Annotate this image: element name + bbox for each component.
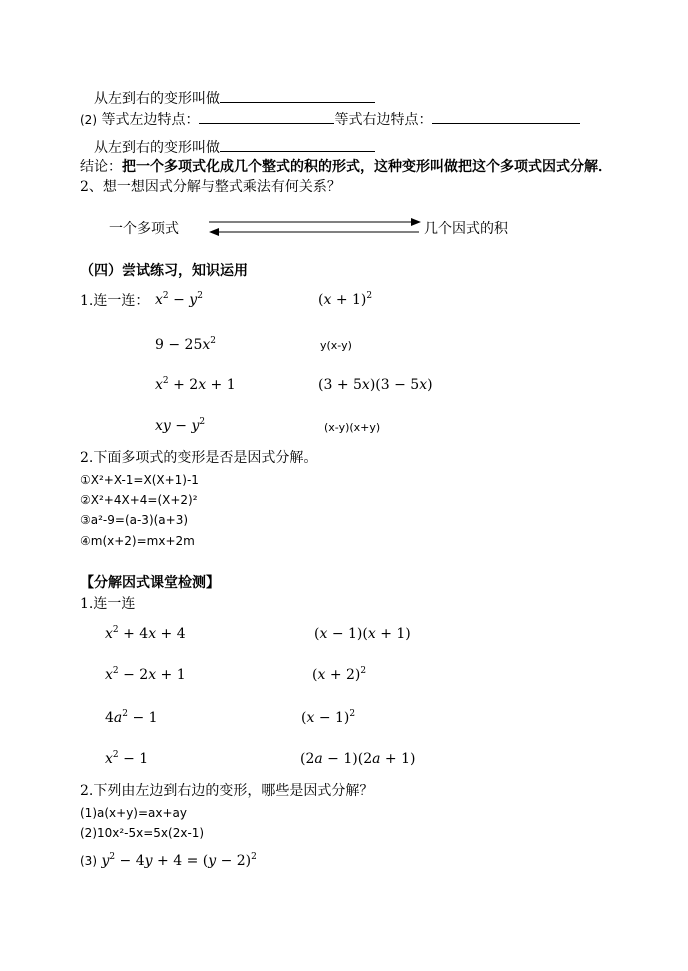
- option-1: (1)a(x+y)=ax+ay: [80, 806, 187, 820]
- right-feature-label: 等式右边特点：: [334, 112, 433, 128]
- product-of-factors-label: 几个因式的积: [424, 221, 508, 237]
- conclusion-text: 把一个多项式化成几个整式的积的形式，这种变形叫做把这个多项式因式分解．: [122, 159, 612, 175]
- conclusion-label: 结论：: [80, 159, 122, 175]
- test-right-3: $(x - 1)^2$: [301, 709, 356, 726]
- test-right-4: (2a − 1)(2a + 1): [300, 751, 416, 767]
- polynomial-label: 一个多项式: [109, 221, 179, 237]
- expr-left-1: $x^2 - y^2$: [155, 291, 203, 308]
- expr-left-2: $9 - 25x^2$: [155, 336, 216, 353]
- test-right-1: (x − 1)(x + 1): [314, 626, 411, 642]
- fill-line-1: [94, 88, 375, 108]
- test-left-4: $x^2 - 1$: [105, 750, 149, 767]
- option-3: [80, 852, 257, 870]
- check-item-3: ③a²-9=(a-3)(a+3): [80, 513, 189, 527]
- fill-line-2: [80, 109, 580, 129]
- answer-blank-left-feature[interactable]: [199, 109, 334, 124]
- match-label-1: 1.连一连：: [80, 293, 150, 309]
- check-item-2: ②X²+4X+4=(X+2)²: [80, 493, 198, 507]
- question-relation: 2、想一想因式分解与整式乘法有何关系？: [80, 179, 341, 195]
- test-left-3: $4a^2 - 1$: [105, 709, 158, 726]
- test-left-2: $x^2 - 2x + 1$: [105, 666, 186, 683]
- option-3-prefix: (3): [80, 854, 97, 868]
- fill-line-3: [94, 137, 375, 157]
- fill-line-1-text: 从左到右的变形叫做: [94, 91, 220, 107]
- option-2: (2)10x²-5x=5x(2x-1): [80, 826, 205, 840]
- fill-line-3-text: 从左到右的变形叫做: [94, 140, 220, 156]
- item-number-2: (2): [80, 113, 97, 127]
- question-factorization-check: 2.下面多项式的变形是否是因式分解。: [80, 450, 318, 466]
- left-feature-label: 等式左边特点：: [101, 112, 200, 128]
- expr-right-1: $(x + 1)^2$: [318, 291, 373, 308]
- answer-blank-1[interactable]: [220, 88, 375, 103]
- expr-right-3: (3 + 5x)(3 − 5x): [318, 377, 433, 393]
- test-right-2: $(x + 2)^2$: [312, 666, 367, 683]
- double-arrow-icon: [205, 218, 425, 238]
- expr-left-3: $x^2 + 2x + 1$: [155, 376, 236, 393]
- test-left-1: $x^2 + 4x + 4$: [105, 625, 186, 642]
- section-5-heading: 【分解因式课堂检测】: [80, 575, 220, 591]
- expr-left-4: xy − $y^2$: [155, 417, 206, 434]
- match-label-2: 1.连一连: [80, 596, 136, 612]
- expr-right-2: y(x-y): [320, 339, 352, 352]
- question-which-factorization: 2.下列由左边到右边的变形，哪些是因式分解？: [80, 783, 374, 799]
- answer-blank-right-feature[interactable]: [432, 109, 580, 124]
- conclusion: [80, 158, 612, 176]
- section-4-heading: （四）尝试练习，知识运用: [80, 263, 248, 279]
- answer-blank-3[interactable]: [220, 137, 375, 152]
- option-3-expr: $y^2 - 4y + 4 = (y - 2)^2$: [101, 852, 257, 869]
- expr-right-4: (x-y)(x+y): [324, 421, 381, 434]
- check-item-1: ①X²+X-1=X(X+1)-1: [80, 473, 199, 487]
- check-item-4: ④m(x+2)=mx+2m: [80, 534, 195, 548]
